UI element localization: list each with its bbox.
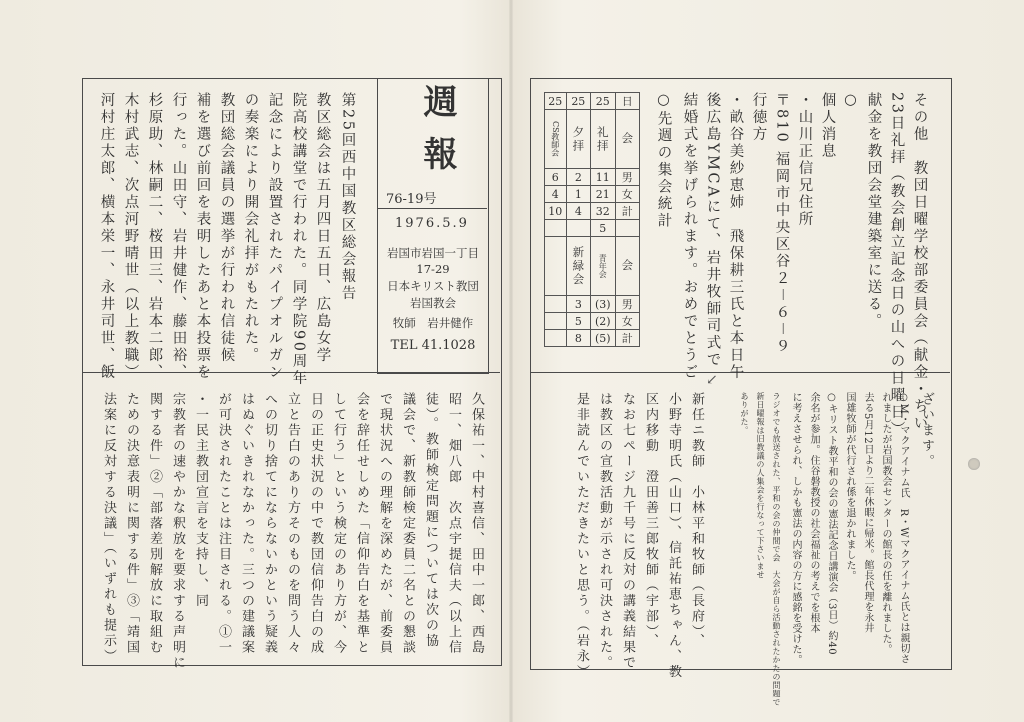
cell-female: 1 [566, 186, 590, 203]
attendance-table [544, 92, 640, 347]
cell-head-meeting: 会 [615, 237, 639, 296]
article-line: 国雄牧師が代行され係を退かれました。 [844, 392, 855, 581]
article-line: 是非読んでいただきたいと思う。（岩永） [574, 392, 589, 680]
cell-male: 6 [545, 169, 567, 186]
report-line: 河村庄太郎、横本栄一、永井司世、飯 [98, 92, 115, 381]
notice-line: ・山川正信兄住所 [796, 92, 813, 228]
article-line: 関する件」②「部落差別解放に取組む [147, 392, 162, 656]
report-line: 教区総会は五月四日五日、広島女学 [314, 92, 331, 364]
report-line: 院高校講堂で行われた。同学院90周年 [290, 92, 307, 388]
article-line: で現状況への理解を深めたが、前委員 [377, 392, 392, 656]
report-line: 教団総会議員の選挙が行われ信徒候 [218, 92, 235, 364]
article-line: は教区の宣教活動が示され可決された。 [597, 392, 612, 671]
masthead-address1: 岩国市岩国一丁目 [387, 246, 479, 260]
article-line: に考えさせられ、しかも憲法の内容の方に感銘を受けた。 [790, 392, 801, 665]
notice-line: 献金を教団会堂建築室に送る。 [865, 92, 882, 330]
masthead-date: 1976.5.9 [395, 216, 469, 231]
cell-day: 25 [545, 93, 567, 110]
article-line: 宗教者の速やかな釈放を要求する声明に [170, 392, 185, 671]
cell-head-female: 女 [615, 186, 639, 203]
article-line: 新日曜報は旧教議の人集会を行なって下さいませ [756, 392, 765, 579]
notice-line: その他 教団日曜学校部委員会（献金・ちい [911, 92, 928, 432]
notice-line: 結婚式を挙げられます。おめでとうご [681, 92, 698, 381]
article-line: が可決されたことは注目される。①一 [216, 392, 231, 656]
masthead-address2: 17-29 [416, 262, 450, 276]
article-line: 法案に反対する決議」（いずれも提示） [101, 392, 116, 665]
cell-female: (5) [591, 330, 615, 347]
cell-male: 8 [566, 330, 590, 347]
report-line: 木村武志、次点河野晴世（以上教職） [122, 92, 139, 381]
cell-head-total: 計 [615, 203, 639, 220]
cell-male: 2 [566, 169, 590, 186]
article-line: ○キリスト教平和の会の憲法記念日講演会（3日）約40 [826, 392, 837, 656]
cell-male: 3 [566, 296, 590, 313]
center-fold [509, 0, 513, 722]
article-line: ラジオでも放送された、平和の会の仲間で会 大会が自ら活動されたかたの問題で [772, 392, 781, 707]
cell-head-male: 男 [615, 169, 639, 186]
cell-head-female: 女 [615, 313, 639, 330]
report-line: 記念により設置されたパイプオルガン [266, 92, 283, 381]
article-line: への切り捨てにならないかという疑義 [262, 392, 277, 656]
cell-female: (3) [591, 296, 615, 313]
punch-hole [968, 458, 980, 470]
article-line: 日の正史状況の中で教団信仰告白の成 [308, 392, 323, 656]
notice-line: ○ [842, 92, 859, 111]
article-line: 徒）。教師検定問題については次の協 [423, 392, 438, 649]
article-line: ・一民主教団宣言を支持し、同 [193, 392, 208, 609]
masthead-divider [377, 208, 487, 209]
article-line: 新任ニ教師 小林平和牧師（長府）、 [689, 392, 704, 649]
article-line: 小野寺明氏（山口）、信託祐恵ちゃん、教 [666, 392, 681, 680]
article-line: れましたが岩国教会センターの館長の任を離れました。 [880, 392, 891, 655]
pen-mark-icon: ↙ [706, 372, 718, 388]
notice-line: 〒810 福岡市中央区谷２－６－９ [773, 92, 790, 356]
masthead-church2: 岩国教会 [410, 296, 456, 310]
article-line: 久保祐一、中村喜信、田中一郎、西島 [469, 392, 484, 656]
cell-male: 5 [566, 313, 590, 330]
article-line: ざいます。 [919, 392, 934, 470]
notice-line: ・畝谷美紗恵姉 飛保耕三氏と本日午 [727, 92, 744, 381]
cell-male: 11 [591, 169, 615, 186]
article-line: なお七ページ九千号に反対の講義結果で [620, 392, 635, 671]
report-heading: 第25回西中国教区総会報告 [339, 92, 356, 303]
notice-line: 個人消息 [819, 92, 836, 160]
masthead-church1: 日本キリスト教団 [387, 279, 479, 293]
notice-line: 後広島YMCAにて、岩井牧師司式で [704, 92, 721, 369]
cell-day: 25 [566, 93, 590, 110]
article-line: 去る5月12日より二年休暇に帰米。館長代理を永井 [862, 392, 873, 634]
article-line: 余名が参加。住谷磐教授の社会福祉の考えでを根本 [808, 392, 819, 634]
cell-meeting: 夕拝 [566, 110, 590, 169]
report-line: の奏楽により開会礼拝がもたれた。 [242, 92, 259, 364]
cell-head-total: 計 [615, 330, 639, 347]
article-line: 会を辞任せしめた「信仰告白を基準と [354, 392, 369, 656]
notice-line: 23日礼拝（教会創立記念日の山への日曜日） [888, 92, 905, 439]
cell-meeting: 青年会 [591, 237, 615, 296]
article-line: して行う」という検定のあり方が、今 [331, 392, 346, 656]
cell-meeting: 礼拝 [591, 110, 615, 169]
cell-total: 4 [566, 203, 590, 220]
masthead-pastor: 牧師 岩井健作 [392, 316, 474, 330]
article-line: ための決意表明に関する件」③「靖国 [124, 392, 139, 656]
cell-day: 25 [591, 93, 615, 110]
article-line: 立と告白のあり方そのものを問う人々 [285, 392, 300, 656]
notice-line: ○先週の集会統計 [655, 92, 672, 230]
masthead-title: 週報 [417, 84, 457, 188]
cell-day: 5 [591, 220, 615, 237]
article-line: ○M・マクアイナム氏 R・Wマクアイナム氏とは親切さ [898, 392, 909, 665]
cell-female: 4 [545, 186, 567, 203]
cell-total: 10 [545, 203, 567, 220]
article-line: 議会で、新教師検定委員二名との懇談 [400, 392, 415, 656]
masthead-issue: 76-19号 [386, 192, 437, 207]
cell-female: 21 [591, 186, 615, 203]
cell-meeting: CS教師会 [545, 110, 567, 169]
article-line: ありがた。 [740, 392, 749, 435]
article-line: 昭一、畑八郎 次点宇提信夫（以上信 [446, 392, 461, 656]
notice-line: 行徳方 [750, 92, 767, 143]
cell-head-day: 日 [615, 93, 639, 110]
cell-head-male: 男 [615, 296, 639, 313]
cell-head-meeting: 会 [615, 110, 639, 169]
cell-total: 32 [591, 203, 615, 220]
cell-female: (2) [591, 313, 615, 330]
masthead-tel: TEL 41.1028 [390, 338, 476, 353]
report-line: 補を選び前回を表明したあと本投票を [194, 92, 211, 381]
report-line: 杉原助、林嗣二、桜田三、岩本二郎、 [146, 92, 163, 381]
article-line: はぬぐいきれなかった。三つの建議案 [239, 392, 254, 656]
report-line: 行った。山田守、岩井健作、藤田裕、 [170, 92, 187, 381]
cell-meeting: 新緑会 [566, 237, 590, 296]
article-line: 区内移動 澄田善三郎牧師（宇部）、 [643, 392, 658, 649]
